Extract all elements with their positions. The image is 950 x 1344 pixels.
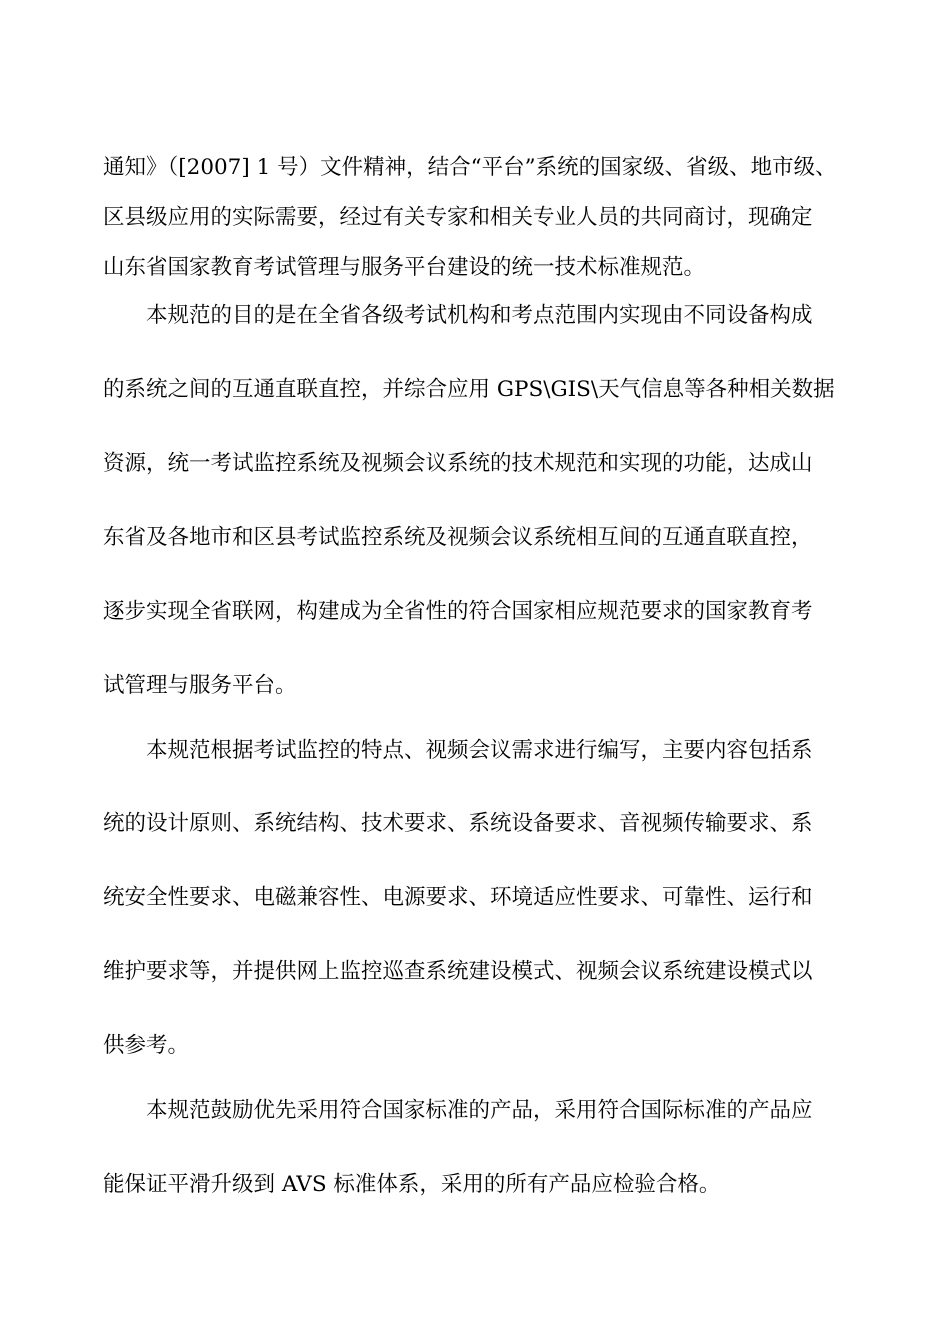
paragraph-1-line-1: 通知》（[2007] 1 号）文件精神，结合“平台”系统的国家级、省级、地市级、 (103, 155, 837, 180)
paragraph-1-line-3: 山东省国家教育考试管理与服务平台建设的统一技术标准规范。 (103, 255, 706, 280)
paragraph-2-line-2: 的系统之间的互通直联直控，并综合应用 GPS\GIS\天气信息等各种相关数据 (103, 377, 835, 402)
paragraph-3-line-1: 本规范根据考试监控的特点、视频会议需求进行编写，主要内容包括系 (146, 738, 813, 763)
paragraph-2-line-1: 本规范的目的是在全省各级考试机构和考点范围内实现由不同设备构成 (146, 303, 813, 328)
paragraph-1-line-2: 区县级应用的实际需要，经过有关专家和相关专业人员的共同商讨，现确定 (103, 205, 813, 230)
paragraph-2-line-4: 东省及各地市和区县考试监控系统及视频会议系统相互间的互通直联直控， (103, 525, 813, 550)
paragraph-3-line-3: 统安全性要求、电磁兼容性、电源要求、环境适应性要求、可靠性、运行和 (103, 885, 813, 910)
paragraph-2-line-3: 资源，统一考试监控系统及视频会议系统的技术规范和实现的功能，达成山 (103, 451, 813, 476)
paragraph-2-line-5: 逐步实现全省联网，构建成为全省性的符合国家相应规范要求的国家教育考 (103, 599, 813, 624)
paragraph-3-line-2: 统的设计原则、系统结构、技术要求、系统设备要求、音视频传输要求、系 (103, 811, 813, 836)
paragraph-2-line-6: 试管理与服务平台。 (103, 673, 297, 698)
paragraph-3-line-4: 维护要求等，并提供网上监控巡查系统建设模式、视频会议系统建设模式以 (103, 959, 813, 984)
paragraph-4-line-1: 本规范鼓励优先采用符合国家标准的产品，采用符合国际标准的产品应 (146, 1098, 813, 1123)
paragraph-4-line-2: 能保证平滑升级到 AVS 标准体系，采用的所有产品应检验合格。 (103, 1172, 721, 1197)
paragraph-3-line-5: 供参考。 (103, 1033, 190, 1058)
